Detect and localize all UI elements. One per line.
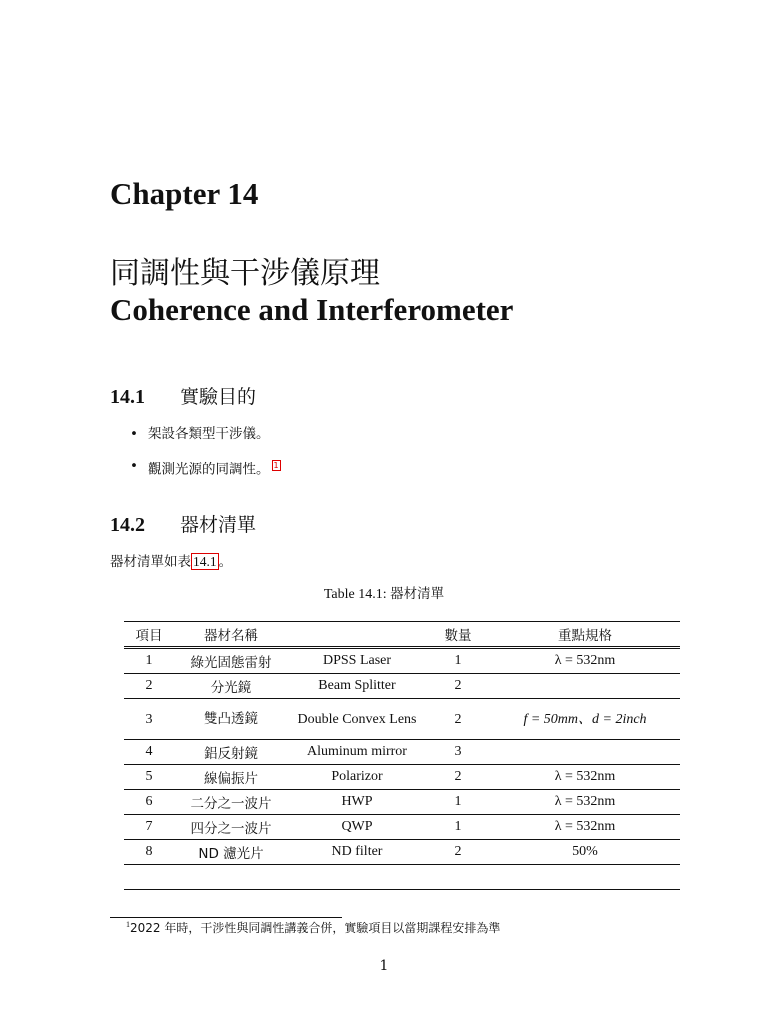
cell-name: 鋁反射鏡 bbox=[174, 740, 288, 765]
cell-index: 5 bbox=[124, 765, 174, 790]
table-row bbox=[124, 790, 680, 815]
cell-spec bbox=[490, 674, 680, 699]
bullet-icon: • bbox=[130, 458, 138, 474]
chapter-title-chinese: 同調性與干涉儀原理 bbox=[110, 256, 380, 291]
table-row bbox=[124, 765, 680, 790]
cell-spec: λ = 532nm bbox=[490, 648, 680, 674]
table-header-row bbox=[124, 622, 680, 648]
cell-index: 2 bbox=[124, 674, 174, 699]
cell-spec: λ = 532nm bbox=[490, 815, 680, 840]
table-row bbox=[124, 740, 680, 765]
cell-quantity: 1 bbox=[426, 790, 490, 815]
cell-name: 四分之一波片 bbox=[174, 815, 288, 840]
cell-spec: λ = 532nm bbox=[490, 790, 680, 815]
header-name: 器材名稱 bbox=[174, 622, 288, 648]
table-row bbox=[124, 699, 680, 740]
table-row bbox=[124, 674, 680, 699]
cell-quantity: 2 bbox=[426, 765, 490, 790]
footnote-text: 2022 年時，干涉性與同調性講義合併，實驗項目以當期課程安排為準 bbox=[130, 921, 501, 935]
table-caption bbox=[0, 582, 768, 603]
cell-name: 分光鏡 bbox=[174, 674, 288, 699]
cell-english: DPSS Laser bbox=[288, 648, 426, 674]
page-number: 1 bbox=[379, 958, 389, 974]
table-reference-link[interactable]: 14.1 bbox=[193, 554, 217, 569]
cell-quantity: 1 bbox=[426, 815, 490, 840]
cell-index: 8 bbox=[124, 840, 174, 865]
cell-english: ND filter bbox=[288, 840, 426, 865]
chapter-title-english: Coherence and Interferometer bbox=[110, 292, 514, 327]
cell-quantity: 3 bbox=[426, 740, 490, 765]
table-row-empty bbox=[124, 865, 680, 890]
table-row bbox=[124, 840, 680, 865]
section-number: 14.1 bbox=[110, 386, 145, 408]
intro-end: 。 bbox=[218, 554, 233, 570]
cell-english: Beam Splitter bbox=[288, 674, 426, 699]
section-heading-equipment bbox=[110, 510, 256, 537]
list-item-text: 架設各類型干涉儀。 bbox=[148, 426, 270, 442]
cell-index: 4 bbox=[124, 740, 174, 765]
equipment-intro bbox=[110, 550, 232, 570]
header-spec: 重點規格 bbox=[490, 622, 680, 648]
footnote bbox=[126, 919, 500, 936]
cell-name: ND 濾光片 bbox=[174, 840, 288, 865]
chapter-label: Chapter 14 bbox=[110, 176, 259, 211]
cell-name: 二分之一波片 bbox=[174, 790, 288, 815]
section-number: 14.2 bbox=[110, 514, 145, 536]
cell-spec: λ = 532nm bbox=[490, 765, 680, 790]
cell-index: 6 bbox=[124, 790, 174, 815]
cell-spec: f = 50mm、d = 2inch bbox=[490, 699, 680, 740]
cell-name: 雙凸透鏡 bbox=[174, 699, 288, 740]
list-item bbox=[130, 424, 281, 456]
cell-quantity: 2 bbox=[426, 674, 490, 699]
header-english bbox=[288, 622, 426, 648]
header-quantity: 數量 bbox=[426, 622, 490, 648]
caption-text: 器材清單 bbox=[390, 586, 445, 602]
header-item: 項目 bbox=[124, 622, 174, 648]
objectives-list bbox=[130, 424, 281, 488]
intro-text: 器材清單如表 bbox=[110, 554, 191, 570]
footnote-mark: 1 bbox=[126, 920, 130, 929]
cell-spec bbox=[490, 740, 680, 765]
cell-english: Aluminum mirror bbox=[288, 740, 426, 765]
cell-name: 綠光固態雷射 bbox=[174, 648, 288, 674]
cell-name: 線偏振片 bbox=[174, 765, 288, 790]
list-item-text: 觀測光源的同調性。 bbox=[148, 461, 270, 478]
cell-quantity: 2 bbox=[426, 840, 490, 865]
equipment-table bbox=[124, 621, 680, 890]
footnote-divider bbox=[110, 917, 342, 918]
section-title: 實驗目的 bbox=[180, 386, 257, 408]
list-item bbox=[130, 456, 281, 488]
cell-english: QWP bbox=[288, 815, 426, 840]
cell-english: HWP bbox=[288, 790, 426, 815]
caption-prefix: Table 14.1: bbox=[323, 587, 387, 602]
cell-english: Double Convex Lens bbox=[288, 699, 426, 740]
cell-quantity: 2 bbox=[426, 699, 490, 740]
table-row bbox=[124, 648, 680, 674]
cell-english: Polarizor bbox=[288, 765, 426, 790]
section-title: 器材清單 bbox=[180, 514, 257, 536]
section-heading-objectives bbox=[110, 382, 256, 409]
footnote-link[interactable]: 1 bbox=[273, 461, 279, 470]
cell-spec: 50% bbox=[490, 840, 680, 865]
cell-index: 1 bbox=[124, 648, 174, 674]
cell-quantity: 1 bbox=[426, 648, 490, 674]
cell-index: 3 bbox=[124, 699, 174, 740]
table-row bbox=[124, 815, 680, 840]
cell-index: 7 bbox=[124, 815, 174, 840]
bullet-icon: • bbox=[130, 426, 138, 442]
empty-cell bbox=[124, 865, 680, 890]
